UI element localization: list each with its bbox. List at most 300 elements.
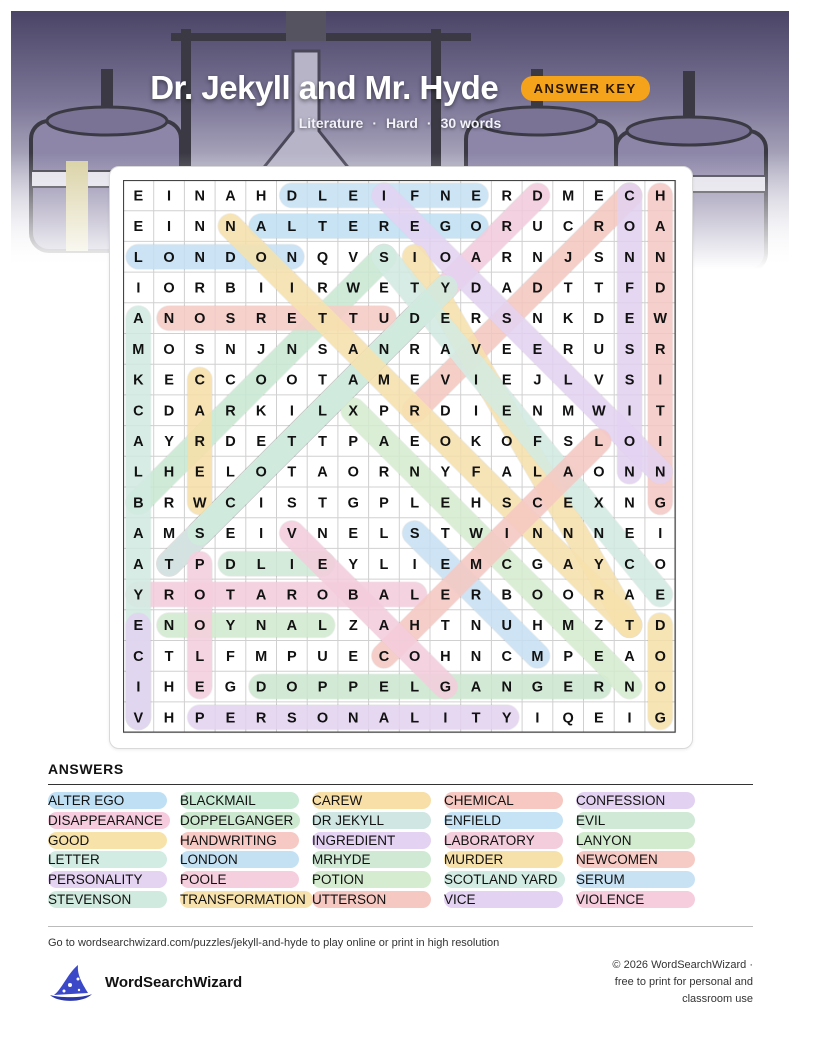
- grid-letter: J: [257, 341, 266, 358]
- grid-letter: A: [501, 464, 512, 481]
- grid-letter: N: [624, 249, 635, 266]
- grid-letter: M: [132, 341, 145, 358]
- grid-letter: E: [194, 679, 205, 696]
- grid-letter: T: [318, 495, 327, 512]
- puzzle-title: Dr. Jekyll and Mr. Hyde: [150, 69, 499, 106]
- grid-letter: G: [347, 495, 359, 512]
- grid-letter: I: [658, 526, 663, 543]
- grid-letter: G: [654, 710, 666, 727]
- answer-word: ENFIELD: [444, 812, 563, 829]
- grid-letter: T: [318, 372, 327, 389]
- grid-letter: D: [225, 433, 236, 450]
- grid-letter: L: [379, 556, 389, 573]
- grid-letter: I: [443, 710, 448, 727]
- grid-letter: T: [318, 311, 327, 328]
- grid-letter: J: [533, 372, 542, 389]
- grid-letter: V: [440, 372, 451, 389]
- grid-letter: C: [624, 188, 635, 205]
- answer-word: LETTER: [48, 851, 167, 868]
- grid-letter: M: [562, 618, 575, 635]
- grid-letter: A: [378, 710, 390, 727]
- grid-letter: Y: [225, 618, 236, 635]
- grid-letter: T: [287, 464, 297, 481]
- grid-letter: E: [594, 648, 604, 665]
- grid-letter: S: [287, 710, 297, 727]
- grid-letter: A: [378, 587, 390, 604]
- grid-letter: Q: [562, 710, 574, 727]
- grid-letter: L: [533, 464, 542, 481]
- grid-letter: I: [381, 188, 386, 205]
- grid-letter: O: [593, 464, 605, 481]
- grid-letter: R: [655, 341, 666, 358]
- grid-letter: A: [133, 311, 144, 328]
- grid-letter: O: [255, 372, 267, 389]
- grid-letter: K: [133, 372, 144, 389]
- grid-letter: M: [377, 372, 390, 389]
- grid-letter: H: [470, 495, 482, 512]
- grid-letter: I: [627, 403, 632, 420]
- grid-letter: E: [409, 219, 420, 236]
- copyright-text: [573, 957, 753, 1008]
- grid-letter: R: [317, 280, 328, 297]
- answers-heading: ANSWERS: [48, 761, 124, 777]
- answer-word: LONDON: [180, 851, 299, 868]
- grid-letter: I: [259, 495, 264, 512]
- grid-letter: D: [655, 618, 666, 635]
- grid-letter: N: [225, 341, 236, 358]
- grid-letter: W: [346, 280, 361, 297]
- grid-letter: N: [532, 249, 543, 266]
- grid-letter: E: [379, 280, 389, 297]
- grid-letter: T: [563, 280, 573, 297]
- grid-letter: I: [167, 188, 172, 205]
- grid-letter: N: [317, 526, 328, 543]
- grid-letter: R: [501, 219, 512, 236]
- grid-letter: S: [379, 249, 389, 266]
- grid-letter: E: [594, 188, 604, 205]
- grid-letter: S: [225, 311, 236, 328]
- grid-letter: E: [164, 372, 174, 389]
- grid-letter: P: [563, 648, 573, 665]
- grid-letter: O: [194, 587, 206, 604]
- grid-letter: R: [255, 311, 267, 328]
- grid-letter: L: [287, 219, 297, 236]
- grid-letter: C: [225, 372, 236, 389]
- grid-letter: O: [562, 587, 574, 604]
- grid-letter: A: [225, 188, 236, 205]
- grid-letter: L: [410, 710, 420, 727]
- grid-letter: Y: [440, 280, 451, 297]
- grid-letter: U: [317, 648, 328, 665]
- grid-letter: R: [409, 403, 420, 420]
- answer-word: BLACKMAIL: [180, 792, 299, 809]
- grid-letter: M: [531, 648, 544, 665]
- copyright-line: © 2026 WordSearchWizard ·: [612, 959, 753, 971]
- grid-letter: G: [531, 556, 544, 573]
- brand-name: WordSearchWizard: [105, 974, 243, 991]
- grid-letter: M: [255, 648, 268, 665]
- grid-letter: R: [225, 403, 236, 420]
- answer-word: POTION: [312, 871, 431, 888]
- grid-letter: E: [317, 556, 328, 573]
- grid-letter: N: [532, 311, 543, 328]
- grid-letter: S: [317, 341, 328, 358]
- answer-key-badge: ANSWER KEY: [521, 76, 650, 101]
- grid-letter: A: [440, 341, 451, 358]
- answer-word: SCOTLAND YARD: [444, 871, 565, 888]
- grid-letter: V: [471, 341, 481, 358]
- grid-letter: E: [348, 526, 359, 543]
- grid-letter: N: [409, 464, 420, 481]
- grid-letter: R: [163, 587, 175, 604]
- grid-letter: N: [470, 648, 482, 665]
- grid-letter: L: [226, 464, 235, 481]
- grid-letter: N: [194, 188, 205, 205]
- grid-letter: Y: [501, 710, 512, 727]
- grid-letter: N: [348, 710, 359, 727]
- difficulty-label: Hard: [385, 115, 418, 131]
- grid-letter: D: [225, 556, 236, 573]
- grid-letter: A: [348, 341, 359, 358]
- grid-letter: N: [286, 341, 298, 358]
- grid-letter: T: [625, 618, 634, 635]
- grid-letter: M: [562, 403, 575, 420]
- grid-letter: A: [378, 618, 390, 635]
- grid-letter: Y: [594, 556, 604, 573]
- separator-dot: ·: [426, 115, 432, 131]
- grid-letter: F: [625, 280, 634, 297]
- grid-letter: L: [379, 526, 389, 543]
- grid-letter: E: [379, 679, 389, 696]
- grid-letter: X: [348, 403, 359, 420]
- answer-word: SERUM: [576, 871, 695, 888]
- answer-word: LABORATORY: [444, 832, 563, 849]
- grid-letter: G: [531, 679, 544, 696]
- answer-word: HANDWRITING: [180, 832, 299, 849]
- grid-letter: O: [163, 249, 175, 266]
- grid-letter: Q: [316, 249, 329, 266]
- grid-letter: T: [440, 526, 450, 543]
- grid-letter: U: [593, 341, 605, 358]
- grid-letter: X: [594, 495, 604, 512]
- grid-letter: O: [531, 587, 544, 604]
- answer-word: CHEMICAL: [444, 792, 563, 809]
- grid-letter: P: [317, 679, 328, 696]
- grid-letter: V: [287, 526, 297, 543]
- grid-letter: N: [562, 526, 574, 543]
- grid-letter: B: [348, 587, 359, 604]
- grid-letter: R: [501, 249, 512, 266]
- grid-letter: H: [440, 648, 451, 665]
- grid-letter: V: [348, 249, 359, 266]
- answer-word: MRHYDE: [312, 851, 431, 868]
- answer-word: MURDER: [444, 851, 563, 868]
- grid-letter: B: [133, 495, 144, 512]
- grid-letter: E: [409, 433, 420, 450]
- grid-letter: I: [535, 710, 540, 727]
- answer-word: DR JEKYLL: [312, 812, 431, 829]
- grid-letter: I: [289, 403, 294, 420]
- grid-letter: P: [348, 433, 359, 450]
- grid-letter: R: [378, 464, 390, 481]
- grid-letter: D: [440, 403, 451, 420]
- grid-letter: D: [225, 249, 236, 266]
- grid-letter: L: [563, 372, 573, 389]
- grid-letter: C: [562, 219, 574, 236]
- grid-letter: D: [163, 403, 175, 420]
- grid-letter: E: [225, 710, 236, 727]
- grid-letter: H: [255, 188, 267, 205]
- grid-letter: I: [259, 526, 264, 543]
- grid-letter: E: [133, 219, 144, 236]
- grid-letter: R: [470, 311, 482, 328]
- grid-letter: C: [194, 372, 205, 389]
- grid-letter: I: [412, 249, 417, 266]
- grid-letter: C: [501, 556, 512, 573]
- grid-letter: Z: [348, 618, 358, 635]
- grid-letter: M: [562, 188, 575, 205]
- grid-letter: W: [469, 526, 483, 543]
- grid-letter: O: [347, 464, 359, 481]
- grid-letter: E: [655, 587, 666, 604]
- copyright-line: free to print for personal and: [614, 976, 753, 988]
- grid-letter: B: [501, 587, 512, 604]
- grid-letter: L: [594, 433, 604, 450]
- grid-letter: F: [471, 464, 481, 481]
- grid-letter: E: [501, 341, 512, 358]
- answer-word: UTTERSON: [312, 891, 431, 908]
- grid-letter: O: [286, 679, 298, 696]
- grid-letter: O: [316, 710, 329, 727]
- grid-letter: A: [655, 219, 666, 236]
- grid-letter: Z: [594, 618, 604, 635]
- grid-letter: N: [163, 618, 175, 635]
- grid-letter: F: [410, 188, 420, 205]
- grid-letter: N: [286, 249, 298, 266]
- grid-letter: A: [317, 464, 328, 481]
- grid-letter: P: [287, 648, 297, 665]
- grid-letter: T: [410, 280, 420, 297]
- grid-letter: E: [348, 188, 359, 205]
- grid-letter: A: [133, 556, 144, 573]
- grid-letter: R: [593, 679, 605, 696]
- grid-letter: R: [562, 341, 574, 358]
- grid-letter: I: [474, 372, 479, 389]
- grid-letter: S: [194, 526, 205, 543]
- grid-letter: I: [412, 556, 417, 573]
- separator-dot: ·: [372, 115, 377, 131]
- grid-letter: B: [225, 280, 236, 297]
- answer-word: INGREDIENT: [312, 832, 431, 849]
- grid-letter: L: [133, 249, 143, 266]
- grid-letter: T: [164, 556, 174, 573]
- grid-letter: L: [318, 188, 327, 205]
- grid-letter: G: [654, 495, 666, 512]
- category-label: Literature: [298, 115, 364, 131]
- grid-letter: O: [654, 556, 666, 573]
- grid-letter: T: [594, 280, 604, 297]
- answers-divider: [48, 784, 753, 785]
- grid-letter: P: [194, 710, 205, 727]
- grid-letter: V: [133, 710, 144, 727]
- grid-letter: Y: [164, 433, 174, 450]
- grid-letter: S: [563, 433, 573, 450]
- grid-letter: C: [225, 495, 236, 512]
- grid-letter: C: [378, 648, 390, 665]
- grid-letter: I: [136, 679, 141, 696]
- grid-letter: T: [287, 433, 297, 450]
- grid-letter: N: [440, 188, 451, 205]
- grid-letter: E: [440, 495, 451, 512]
- grid-letter: E: [348, 219, 359, 236]
- grid-letter: N: [593, 526, 605, 543]
- grid-letter: H: [532, 618, 543, 635]
- grid-letter: O: [439, 249, 451, 266]
- grid-letter: T: [348, 311, 358, 328]
- grid-letter: E: [624, 311, 635, 328]
- grid-letter: A: [470, 679, 482, 696]
- grid-letter: O: [163, 341, 175, 358]
- brand: [48, 963, 243, 1003]
- grid-letter: I: [474, 403, 479, 420]
- grid-letter: O: [623, 433, 636, 450]
- grid-letter: N: [624, 495, 635, 512]
- footer-url-text: Go to wordsearchwizard.com/puzzles/jekyll-and-hyde to play online or print in high resolution: [48, 937, 500, 949]
- grid-letter: F: [226, 648, 235, 665]
- answer-word: LANYON: [576, 832, 695, 849]
- grid-letter: E: [256, 433, 266, 450]
- grid-letter: L: [410, 679, 420, 696]
- grid-letter: I: [259, 280, 264, 297]
- grid-letter: O: [654, 648, 666, 665]
- grid-letter: E: [563, 495, 573, 512]
- grid-letter: E: [409, 372, 420, 389]
- grid-letter: N: [532, 403, 543, 420]
- grid-letter: A: [133, 526, 144, 543]
- grid-letter: E: [440, 311, 451, 328]
- grid-letter: C: [501, 648, 512, 665]
- grid-letter: O: [255, 464, 267, 481]
- grid-letter: H: [163, 679, 175, 696]
- grid-letter: L: [318, 618, 327, 635]
- grid-letter: E: [133, 618, 144, 635]
- grid-letter: D: [255, 679, 267, 696]
- grid-letter: E: [594, 710, 604, 727]
- grid-letter: I: [136, 280, 141, 297]
- grid-letter: W: [592, 403, 606, 420]
- grid-letter: O: [409, 648, 421, 665]
- grid-letter: P: [348, 679, 359, 696]
- grid-letter: D: [409, 311, 420, 328]
- grid-letter: D: [655, 280, 666, 297]
- grid-letter: T: [318, 433, 327, 450]
- grid-letter: N: [624, 464, 635, 481]
- grid-letter: Y: [348, 556, 359, 573]
- grid-letter: K: [470, 433, 482, 450]
- answer-word: PERSONALITY: [48, 871, 167, 888]
- grid-letter: A: [624, 648, 635, 665]
- grid-letter: A: [624, 587, 635, 604]
- grid-letter: L: [410, 587, 420, 604]
- grid-letter: E: [287, 311, 297, 328]
- grid-letter: E: [471, 188, 481, 205]
- grid-letter: R: [593, 587, 605, 604]
- grid-letter: A: [255, 587, 267, 604]
- grid-letter: M: [470, 556, 483, 573]
- grid-letter: N: [470, 618, 482, 635]
- grid-letter: R: [593, 219, 605, 236]
- grid-letter: I: [658, 433, 663, 450]
- grid-letter: S: [501, 495, 512, 512]
- grid-letter: O: [255, 249, 267, 266]
- grid-letter: A: [470, 249, 482, 266]
- wizard-hat-icon: [48, 963, 94, 1003]
- grid-letter: O: [286, 372, 298, 389]
- grid-letter: A: [562, 556, 574, 573]
- grid-letter: H: [409, 618, 420, 635]
- grid-letter: I: [658, 372, 663, 389]
- grid-letter: H: [163, 464, 175, 481]
- grid-letter: C: [133, 648, 144, 665]
- grid-letter: E: [225, 526, 236, 543]
- grid-letter: S: [624, 372, 635, 389]
- grid-letter: R: [501, 188, 512, 205]
- grid-letter: O: [439, 433, 451, 450]
- answer-word: EVIL: [576, 812, 695, 829]
- grid-letter: N: [255, 618, 267, 635]
- answer-word: NEWCOMEN: [576, 851, 695, 868]
- grid-letter: E: [440, 556, 451, 573]
- grid-letter: V: [594, 372, 604, 389]
- grid-letter: O: [654, 679, 666, 696]
- grid-letter: C: [624, 556, 635, 573]
- grid-letter: P: [194, 556, 205, 573]
- grid-letter: R: [194, 433, 205, 450]
- grid-letter: A: [194, 403, 205, 420]
- grid-letter: R: [378, 219, 390, 236]
- grid-letter: L: [133, 464, 143, 481]
- grid-letter: T: [655, 403, 665, 420]
- footer-divider: [48, 926, 753, 927]
- grid-letter: O: [316, 587, 329, 604]
- grid-letter: S: [594, 249, 604, 266]
- grid-letter: Y: [133, 587, 144, 604]
- grid-letter: Y: [440, 464, 451, 481]
- grid-letter: N: [501, 679, 512, 696]
- answer-word: CAREW: [312, 792, 431, 809]
- grid-letter: N: [163, 311, 175, 328]
- grid-letter: S: [624, 341, 635, 358]
- grid-letter: R: [286, 587, 298, 604]
- grid-letter: I: [627, 710, 632, 727]
- grid-letter: N: [225, 219, 236, 236]
- answer-word: VICE: [444, 891, 563, 908]
- grid-letter: E: [624, 526, 635, 543]
- grid-letter: S: [501, 311, 512, 328]
- grid-letter: N: [655, 464, 666, 481]
- answer-word: DOPPELGANGER: [180, 812, 300, 829]
- grid-letter: R: [255, 710, 267, 727]
- grid-letter: O: [194, 311, 206, 328]
- grid-letter: N: [378, 341, 390, 358]
- grid-letter: G: [224, 679, 237, 696]
- grid-letter: P: [379, 403, 389, 420]
- grid-letter: L: [256, 556, 266, 573]
- grid-letter: D: [470, 280, 482, 297]
- grid-letter: T: [471, 710, 481, 727]
- grid-letter: O: [501, 433, 513, 450]
- grid-letter: T: [164, 648, 174, 665]
